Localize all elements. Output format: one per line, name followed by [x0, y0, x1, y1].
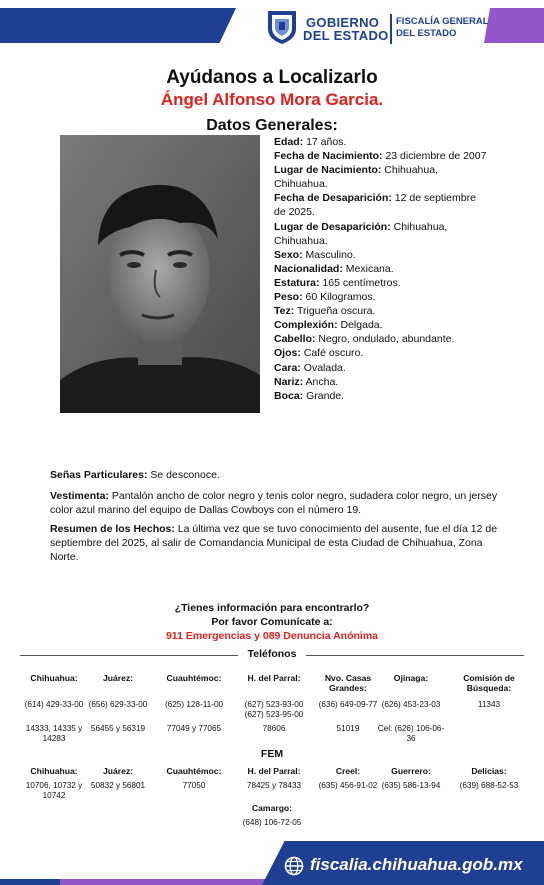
- fem-header: Cuauhtémoc:: [166, 766, 222, 776]
- detail-value: 165 centímetros.: [319, 276, 401, 289]
- telefonos-header: Juárez:: [102, 673, 134, 683]
- header-gobierno-line2: DEL ESTADO: [303, 28, 389, 43]
- detail-value: Café oscuro.: [300, 347, 364, 360]
- contact-question: ¿Tienes información para encontrarlo?: [174, 602, 370, 614]
- detail-value: 23 diciembre de 2007: [382, 150, 487, 163]
- fem-phone: (635) 586-13-94: [381, 781, 441, 790]
- detail-label: Ojos:: [274, 347, 301, 360]
- telefonos-extension: 56455 y 56319: [90, 724, 146, 733]
- telefonos-extension: 78606: [262, 724, 286, 733]
- telefonos-header: Nvo. Casas Grandes:: [324, 673, 372, 693]
- detail-label: Edad:: [274, 136, 304, 148]
- detail-value: Mexicana.: [342, 262, 394, 275]
- fem-phone: 77050: [182, 781, 206, 790]
- missing-person-name: Ángel Alfonso Mora Garcia.: [160, 90, 384, 109]
- vestimenta-value: Pantalón ancho de color negro y tenis color negro, sudadera color negro, un jersey color azul marino del equipo de Dallas Cowboys con el número 19.: [50, 490, 498, 516]
- detail-value: 12 de septiembre de 2025.: [274, 192, 476, 219]
- fem-header: H. del Parral:: [247, 766, 301, 776]
- detail-label: Tez:: [274, 305, 295, 318]
- telefonos-phone: 11343: [477, 700, 501, 709]
- fem-header: Juárez:: [102, 766, 134, 776]
- fem-phone: (639) 688-52-53: [459, 781, 519, 790]
- fem-header: Chihuahua:: [30, 766, 78, 776]
- detail-value: Delgada.: [337, 319, 383, 332]
- telefonos-header: Chihuahua:: [30, 673, 78, 683]
- detail-label: Boca:: [274, 389, 304, 402]
- detail-label: Cara:: [274, 361, 301, 374]
- detail-value: Chihuahua, Chihuahua.: [274, 164, 438, 191]
- telefonos-phone: (625) 128-11-00: [164, 700, 224, 709]
- detail-label: Fecha de Nacimiento:: [274, 150, 383, 163]
- detail-value: 17 años.: [303, 136, 347, 148]
- resumen-label: Resumen de los Hechos:: [50, 523, 175, 535]
- detail-label: Lugar de Desaparición:: [274, 220, 391, 233]
- telefonos-header: Comisión de Búsqueda:: [463, 673, 515, 693]
- detail-label: Peso:: [274, 291, 303, 304]
- contact-prompt: Por favor Comunícate a:: [211, 616, 333, 628]
- fem-header: Guerrero:: [391, 766, 431, 776]
- detail-label: Nacionalidad:: [274, 262, 343, 275]
- telefonos-extension: Cel: (626) 106-06-36: [377, 724, 445, 743]
- fem-header: Delicias:: [471, 766, 507, 776]
- detail-label: Fecha de Desaparición:: [274, 192, 392, 205]
- telefonos-phone: (626) 453-23-03: [381, 700, 441, 709]
- telefonos-extension: 51019: [336, 724, 360, 733]
- telefonos-extension: 77049 y 77065: [166, 724, 222, 733]
- detail-value: Grande.: [303, 389, 345, 402]
- senas-value: Se desconoce.: [147, 469, 220, 481]
- detail-label: Estatura:: [274, 276, 320, 289]
- detail-value: Ancha.: [303, 375, 339, 388]
- telefonos-header: H. del Parral:: [247, 673, 301, 683]
- detail-value: Trigueña oscura.: [294, 305, 376, 318]
- telefonos-phone: (636) 649-09-77: [318, 700, 378, 709]
- detail-label: Nariz:: [274, 375, 304, 388]
- detail-value: Chihuahua, Chihuahua.: [274, 220, 448, 247]
- fem-phone: 78425 y 78433: [246, 781, 302, 790]
- fem-title: FEM: [260, 748, 284, 760]
- telefonos-header: Cuauhtémoc:: [166, 673, 222, 683]
- detail-label: Cabello:: [274, 333, 316, 346]
- fem-phone: (635) 456-91-02: [318, 781, 378, 790]
- page-title: Ayúdanos a Localizarlo: [166, 67, 378, 88]
- fem-camargo-phone: (648) 106-72-05: [242, 818, 302, 827]
- globe-icon: [284, 856, 304, 876]
- telefonos-title: Teléfonos: [247, 648, 297, 660]
- footer-blue-strip: [0, 879, 60, 885]
- header-fiscalia-line2: DEL ESTADO: [396, 28, 457, 39]
- header-fiscalia-line1: FISCALÍA GENERAL: [396, 16, 489, 27]
- detail-value: Ovalada.: [300, 361, 346, 374]
- detail-value: Masculino.: [302, 248, 356, 261]
- fem-phone: 50832 y 56801: [90, 781, 146, 790]
- telefonos-phone: (656) 629-33-00: [88, 700, 148, 709]
- detail-value: 60 Kilogramos.: [302, 291, 376, 304]
- detail-value: Negro, ondulado, abundante.: [315, 333, 455, 346]
- telefonos-header: Ojinaga:: [393, 673, 429, 683]
- telefonos-phone: (614) 429-33-00: [24, 700, 84, 709]
- telefonos-extension: 14333, 14335 y 14283: [25, 724, 83, 743]
- telefonos-phone: (627) 523-93-00 (627) 523-95-00: [244, 700, 304, 719]
- footer-website-link[interactable]: fiscalia.chihuahua.gob.mx: [310, 855, 523, 874]
- resumen-value: La última vez que se tuvo conocimiento del ausente, fue el día 12 de septiembre del 2025, al salir de Comandancia Municipal de esta Ciudad de Chihuahua, Zona Norte.: [50, 523, 498, 563]
- emergency-numbers: 911 Emergencias y 089 Denuncia Anónima: [165, 630, 379, 642]
- detail-label: Lugar de Nacimiento:: [274, 164, 382, 177]
- fem-header: Creel:: [335, 766, 361, 776]
- vestimenta-label: Vestimenta:: [50, 490, 109, 502]
- fem-phone: 10706, 10732 y 10742: [25, 781, 83, 800]
- header-gobierno-line1: GOBIERNO: [306, 15, 380, 30]
- detail-label: Complexión:: [274, 319, 338, 332]
- detail-label: Sexo:: [274, 248, 303, 261]
- fem-camargo-label: Camargo:: [251, 803, 293, 813]
- senas-label: Señas Particulares:: [50, 469, 148, 481]
- section-title: Datos Generales:: [206, 117, 338, 134]
